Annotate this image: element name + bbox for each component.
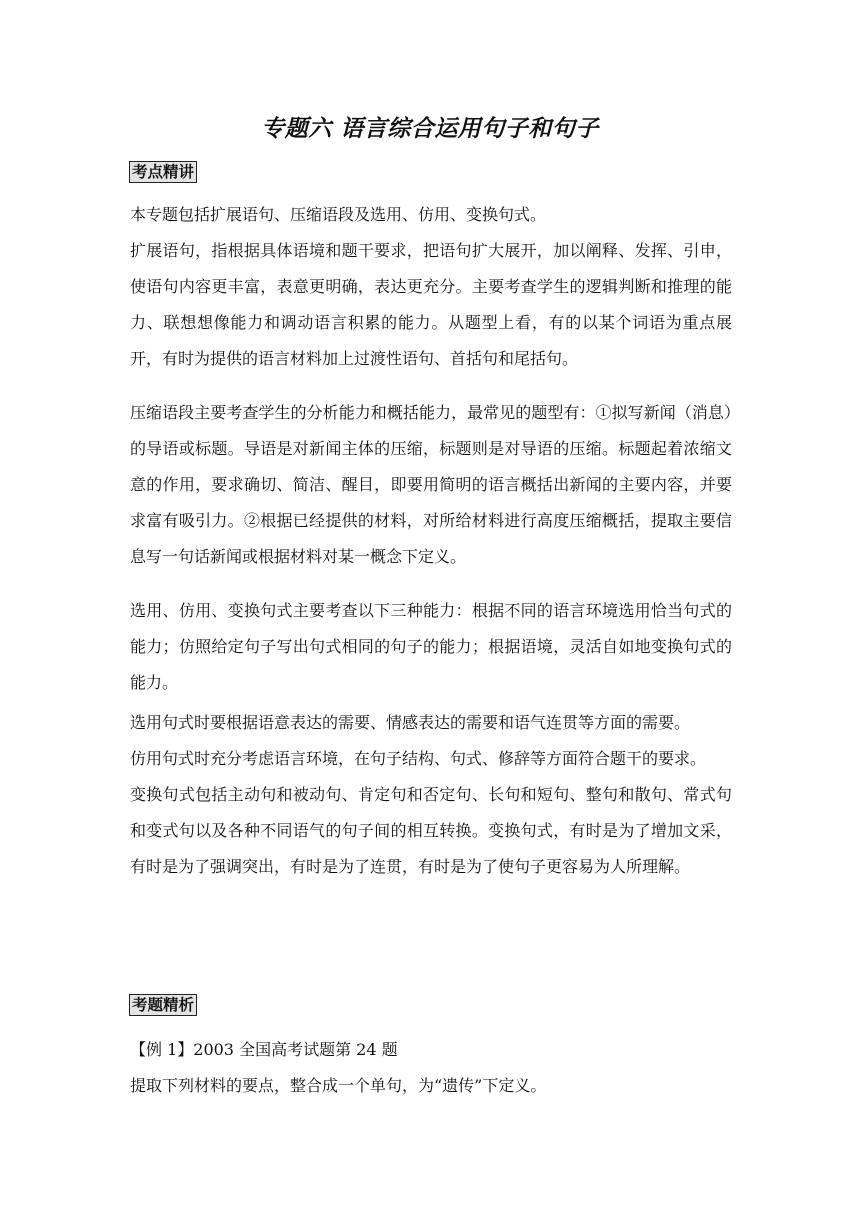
page-title: 专题六 语言综合运用句子和句子 — [261, 116, 599, 142]
paragraph-compress-passages: 压缩语段主要考查学生的分析能力和概括能力，最常见的题型有：①拟写新闻（消息）的导语或标题。导语是对新闻主体的压缩，标题则是对导语的压缩。标题起着浓缩文意的作用，要求确切、简洁、醒目，即要用简明的语言概括出新闻的主要内容，并要求富有吸引力。②根据已经提供的材料，对所给材料进行高度压缩概括，提取主要信息写一句话新闻或根据材料对某一概念下定义。 — [130, 403, 732, 566]
example-heading: 【例 1】2003 全国高考试题第 24 题 — [130, 1040, 398, 1059]
paragraph-choose-patterns: 选用句式时要根据语意表达的需要、情感表达的需要和语气连贯等方面的需要。 — [130, 713, 691, 732]
paragraph-transform-patterns: 变换句式包括主动句和被动句、肯定句和否定句、长句和短句、整句和散句、常式句和变式句以及各种不同语气的句子间的相互转换。变换句式，有时是为了增加文采，有时是为了强调突出，有时是为了连贯，有时是为了使句子更容易为人所理解。 — [130, 785, 732, 876]
paragraph-expand-sentences: 扩展语句，指根据具体语境和题干要求，把语句扩大展开，加以阐释、发挥、引申，使语句内容更丰富，表意更明确，表达更充分。主要考查学生的逻辑判断和推理的能力、联想想像能力和调动语言积累的能力。从题型上看，有的以某个词语为重点展开，有时为提供的语言材料加上过渡性语句、首括句和尾括句。 — [130, 241, 732, 368]
paragraph-sentence-patterns: 选用、仿用、变换句式主要考查以下三种能力：根据不同的语言环境选用恰当句式的能力；仿照给定句子写出句式相同的句子的能力；根据语境，灵活自如地变换句式的能力。 — [130, 601, 732, 692]
example-prompt: 提取下列材料的要点，整合成一个单句，为“遗传”下定义。 — [130, 1076, 547, 1095]
paragraph-intro: 本专题包括扩展语句、压缩语段及选用、仿用、变换句式。 — [130, 205, 547, 224]
paragraph-imitate-patterns: 仿用句式时充分考虑语言环境，在句子结构、句式、修辞等方面符合题干的要求。 — [130, 749, 707, 768]
section-label-key-points: 考点精讲 — [129, 161, 197, 183]
section-label-exam-analysis: 考题精析 — [129, 994, 197, 1016]
